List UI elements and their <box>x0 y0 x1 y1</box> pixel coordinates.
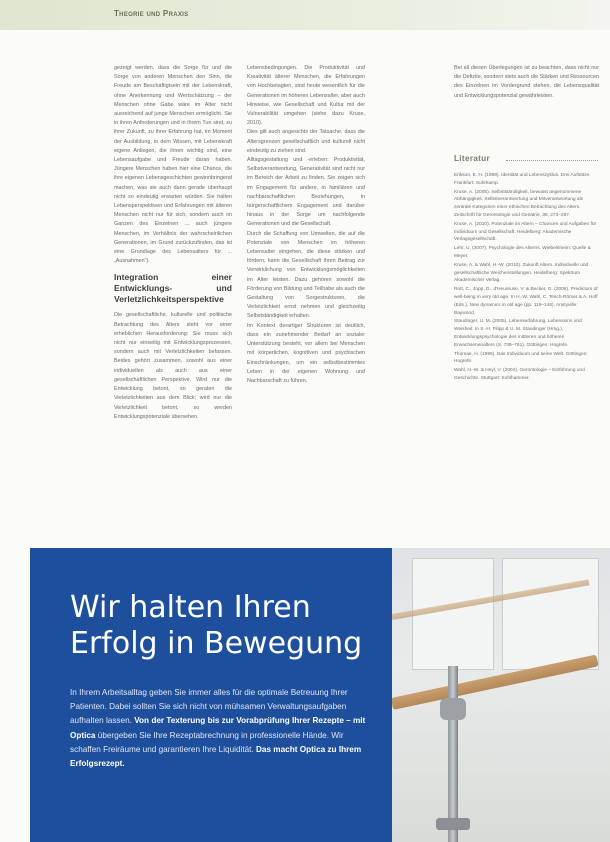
reference-item: Kruse, A. & Wahl, H.-W. (2010). Zukunft Altern. Individuelle und gesellschaftliche Weichenstellungen. Heidelberg: Spektrum Akademischer Verlag. <box>454 262 589 284</box>
ad-text: In Ihrem Arbeitsalltag geben Sie immer alles für die optimale Betreuung Ihrer Patienten. Dabei sollten Sie sich nicht von mühsamen Verwaltungsaufgaben aufhalten lassen. <box>70 688 348 726</box>
reference-item: Rott, C., Jopp, D., d'Heureuse, V. & Becker, G. (2006). Predictors of well-being in very old age. In H.-W. Wahl, C. Tesch-Römer & A. Hoff (Eds.), New dynamics in old age (pp. 119–146). Amityville: Baywood. <box>454 287 598 316</box>
article-column-2 <box>247 64 365 386</box>
ad-text: übergeben Sie Ihre Rezeptabrechnung in professionelle Hände. Wir schaffen Freiräume und garantieren Ihre Liquidität. <box>70 730 344 754</box>
article-paragraph: Lebensbedingungen. Die Produktivität und Kreativität älterer Menschen, die Erfahrungen von Hochbetagten, sind heute wesentlich für die Generationen im höheren Lebensalter, aber auch Hinweise, wie Gesellschaft und Kultur mit der Vulnerabilität umgehen (siehe dazu Kruse, 2010). <box>247 65 365 127</box>
header-band <box>0 0 610 30</box>
reference-item: Kruse, A. (2005). Selbstständigkeit, bewusst angenommene Abhängigkeit, Selbstverantwortung und Mitverantwortung als zentrale Kategorien einer ethischen Betrachtung des Alters. Zeitschrift für Gerontologie und Geriatrie, 38, 273–287. <box>454 189 584 218</box>
article-column-3 <box>454 64 599 101</box>
literature-heading: Literatur <box>454 154 491 163</box>
handrail-foot <box>436 818 470 830</box>
article-paragraph: Bei all diesen Überlegungen ist zu beachten, dass nicht nur die Defizite, sondern stets auch die Stärken und Ressourcen des Einzelnen im Vordergrund stehen, die Lebensqualität und Entwicklungspotenzial gewährleisten. <box>454 65 599 99</box>
reference-item: Staudinger, U. M. (2005). Lebenserfahrung, Lebenssinn und Weisheit. In S.-H. Filipp & U. M. Staudinger (Hrsg.), Entwicklungspsychologie des mittleren und höheren Erwachsenenalters (S. 739–761). Göttingen: Hogrefe. <box>454 319 582 348</box>
reference-item: Kruse, A. (2010). Potenziale im Altern – Chancen und Aufgaben für Individuum und Gesellschaft. Heidelberg: Akademische Verlagsgesellschaft. <box>454 221 597 243</box>
article-paragraph: Im Kontext derartiger Strukturen ist deutlich, dass ein zunehmender Bedarf an sozialer Unterstützung besteht, vor allem bei Menschen mit körperlichen, kognitiven und psychischen Einschränkungen, um ein selbstbestimmtes Leben in der eigenen Wohnung und Nachbarschaft zu führen. <box>247 322 365 384</box>
literature-rule <box>506 160 598 161</box>
article-paragraph: Dies gilt auch angesichts der Tatsache, dass die Altersgrenzen gesellschaftlich und kulturell nicht eindeutig zu ziehen sind. <box>247 129 365 154</box>
article-paragraph: Die gesellschaftliche, kulturelle und politische Betrachtung des Alters steht vor einer erheblichen Herausforderung: Sie muss sich nicht nur einseitig mit Entwicklungsprozessen, sondern auch mit Verletzlichkeiten befassen. Beides gehört zusammen, sowohl aus einer individuellen als auch aus einer gesellschaftlichen Perspektive. Wird nur die Entwicklung betont, so geraten die Verletzlichkeiten aus dem Blick; wird nur die Verletzlichkeit betont, so werden Entwicklungspotenziale übersehen. <box>114 312 232 420</box>
reference-item: Thomae, H. (1996). Das Individuum und seine Welt. Göttingen: Hogrefe. <box>454 351 588 365</box>
article-paragraph: Durch die Schaffung von Umwelten, die auf die Potenziale von Menschen im höheren Lebensalter eingehen, die diese stärken und fördern, kann die Gesellschaft ihren Beitrag zur Verwirklichung von Entwicklungsmöglichkeiten im Alter leisten. Dazu gehören sowohl die Förderung von Bildung und Teilhabe als auch die Gestaltung von Sorgestrukturen, die Verletzlichkeit ernst nehmen und gleichzeitig Selbstständigkeit erhalten. <box>247 230 365 320</box>
window-pane <box>502 558 599 670</box>
headline-line-1: Wir halten Ihren <box>70 590 311 625</box>
headline-line-2: Erfolg in Bewegung <box>70 626 363 661</box>
reference-item: Wahl, H.-W. & Heyl, V. (2004). Gerontologie – Einführung und Geschichte. Stuttgart: Kohlhammer. <box>454 368 585 381</box>
ad-text-bold: Das macht Optica zu Ihrem Erfolgsrezept. <box>70 744 362 769</box>
handrail-post <box>448 666 458 842</box>
reference-item: Erikson, E. H. (1959). Identität und Lebenszyklus. Drei Aufsätze. Frankfurt: Suhrkamp. <box>454 173 591 186</box>
article-paragraph: Alltagsgestaltung und -erleben: Produktivität, Selbstverantwortung, Generativität sind nicht nur im Bereich der Arbeit zu finden. Sie zeigen sich im Engagement für andere, in familiären und nachbarschaftlichen Beziehungen, in bürgerschaftlichem Engagement und darüber hinaus in der Sorge um nachfolgende Generationen und die Gesellschaft. <box>247 157 365 228</box>
reference-item: Lehr, U. (2007). Psychologie des Alterns. Wiebelsheim: Quelle & Meyer. <box>454 246 591 259</box>
reference-list <box>454 172 599 384</box>
article-paragraph: gezeigt werden, dass die Sorge für und die Sorge von anderen Menschen den Sinn, die Freude am Beschäftigtsein mit der Lebenskraft, ohne Anerkennung und Wertschätzung – der Menschen ohne Gabe wäre im Alter nicht ausreichend auf junge Menschen ermöglicht. Sie in ihren Anforderungen und in ihrem Tun sind, zu ihrer Zukunft, zu ihrer Erfahrung hat, im Moment der Ausbildung, in dem Wissen, mit Lebenskraft eigene Anliegen, die ihnen wichtig sind, eine Lebensaufgabe und Freude daran haben. Jüngere Menschen haben hier eine Chance, die ihre eigenen Lebensgeschichten gewinnbringend machen, was sie auch dann gerade überhaupt nicht so eindeutig erwarten würden. Sie halten Lebensperspektiven und Erfahrungen mit älteren Menschen nicht nur für sich, sondern auch im Ganzen des Einzelnen ... auch jüngere Menschen, im Verhältnis der wahrscheinlichen Generationen, im Grund zurückzufinden, das ist eine Grundlage des Lebensalters für ...„Ausnahmen“). <box>114 65 232 265</box>
advertisement-photo <box>392 548 610 842</box>
article-column-1 <box>114 64 232 422</box>
advertisement-body <box>70 686 376 771</box>
advertisement-headline <box>70 590 380 662</box>
ad-text-bold: Von der Texterung bis zur Vorabprüfung Ihrer Rezepte – mit Optica <box>70 716 366 740</box>
article-subheading: Integration einer Entwicklungs- und Verletzlichkeitsperspektive <box>114 272 232 305</box>
handrail-bracket <box>440 698 466 720</box>
section-label: Theorie und Praxis <box>114 9 189 18</box>
